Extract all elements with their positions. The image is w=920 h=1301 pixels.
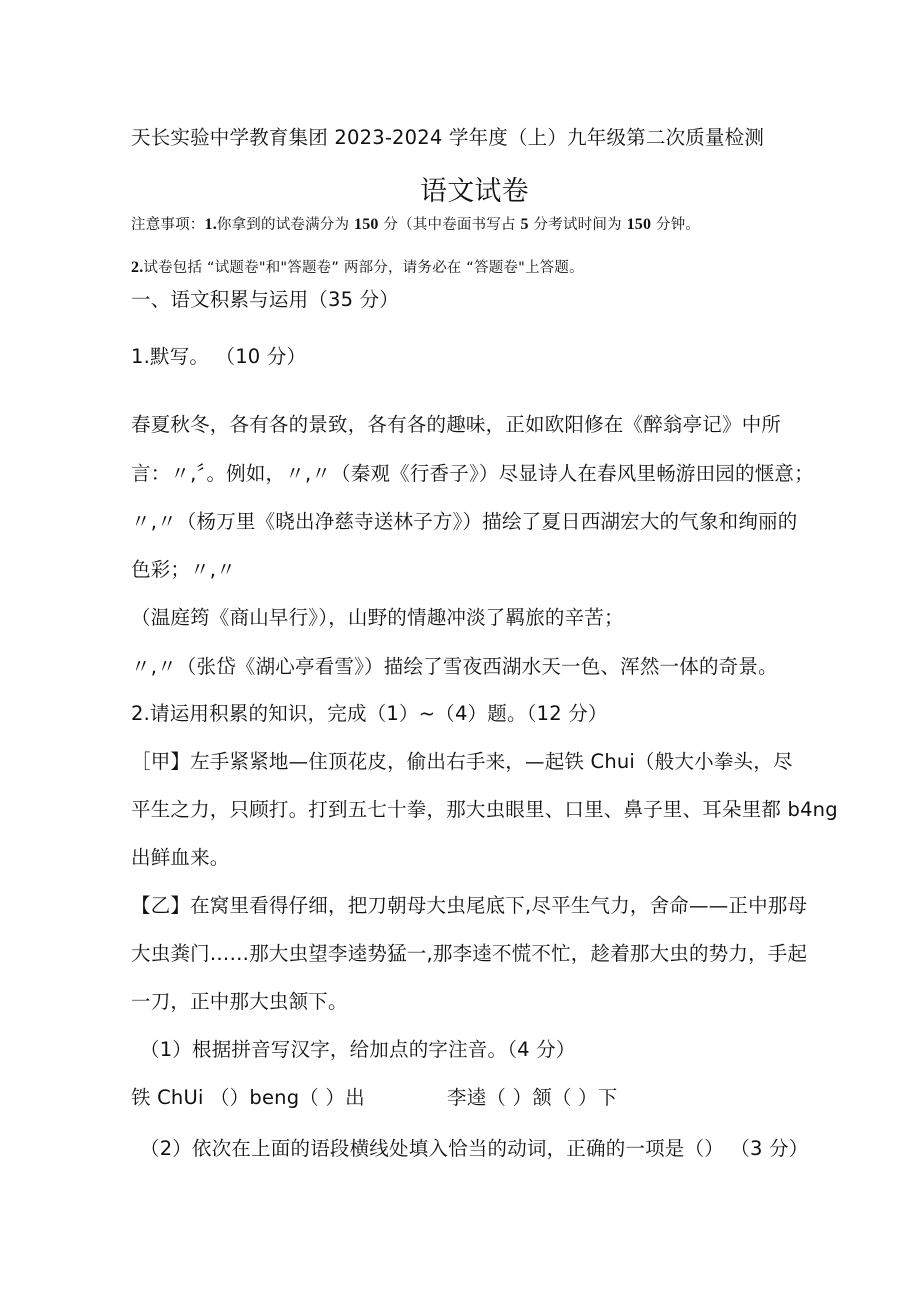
question-1-text: 〃,〃（杨万里《晓出净慈寺送林子方》）描绘了夏日西湖宏大的气象和绚丽的	[131, 510, 798, 533]
passage-jia-line: ［甲】左手紧紧地—住顶花皮，偷出右手来，—起铁 Chui（般大小拳头，尽	[131, 750, 793, 773]
writing-score: 5	[520, 216, 529, 233]
section-heading: 一、语文积累与运用（35 分）	[131, 288, 400, 311]
notice-label: 注意事项：	[131, 217, 205, 233]
total-score: 150	[354, 216, 379, 233]
exam-header-title: 天长实验中学教育集团 2023-2024 学年度（上）九年级第二次质量检测	[131, 126, 765, 149]
exam-subtitle: 语文试卷	[420, 176, 529, 207]
passage-jia-line: 出鲜血来。	[131, 846, 230, 869]
notice-line-2	[131, 259, 584, 277]
notice-text: 你拿到的试卷满分为	[216, 217, 355, 233]
passage-yi-line: 【乙】在窝里看得仔细，把刀朝母大虫尾底下,尽平生气力，舍命——正中那母	[131, 894, 808, 917]
question-1-text: 言：〃,〞。例如，〃,〃（秦观《行香子》）尽显诗人在春风里畅游田园的惬意；	[131, 462, 814, 485]
question-1-text: 色彩；〃,〃	[131, 558, 236, 581]
question-1-text: 〃,〃（张岱《湖心亭看雪》）描绘了雪夜西湖水天一色、浑然一体的奇景。	[131, 655, 778, 678]
question-2-title: 2.请运用积累的知识，完成（1）~（4）题。（12 分）	[131, 702, 608, 725]
exam-time: 150	[626, 216, 652, 233]
notice-text: 分（其中卷面书写占	[378, 217, 521, 233]
passage-jia-line: 平生之力，只顾打。打到五七十拳，那大虫眼里、口里、鼻子里、耳朵里都 b4ng	[131, 798, 838, 821]
question-1-text: （温庭筠《商山早行》），山野的情趣冲淡了羁旅的辛苦；	[131, 606, 624, 629]
notice-text: 试卷包括 “试题卷"和"答题卷” 两部分，请务必在 “答题卷"上答题。	[143, 260, 584, 276]
subquestion-1-items-right: 李逵（ ）颔（ ）下	[447, 1086, 618, 1109]
subquestion-2-title: （2）依次在上面的语段横线处填入恰当的动词，正确的一项是（） （3 分）	[140, 1137, 809, 1160]
subquestion-1-items-left: 铁 ChUi （）beng（ ）出	[131, 1086, 365, 1109]
question-1-title: 1.默写。 （10 分）	[131, 345, 307, 368]
notice-text: 分考试时间为	[528, 217, 627, 233]
passage-yi-line: 大虫粪门……那大虫望李逵势猛一,那李逵不慌不忙，趁着那大虫的势力，手起	[131, 942, 808, 965]
notice-number: 1.	[204, 216, 217, 233]
passage-yi-line: 一刀，正中那大虫颔下。	[131, 990, 348, 1013]
question-1-text: 春夏秋冬，各有各的景致，各有各的趣味，正如欧阳修在《醉翁亭记》中所	[131, 413, 782, 436]
notice-text: 分钟。	[651, 217, 701, 233]
notice-number: 2.	[131, 259, 144, 276]
subquestion-1-title: （1）根据拼音写汉字，给加点的字注音。（4 分）	[140, 1038, 576, 1061]
notice-line-1	[131, 216, 700, 234]
